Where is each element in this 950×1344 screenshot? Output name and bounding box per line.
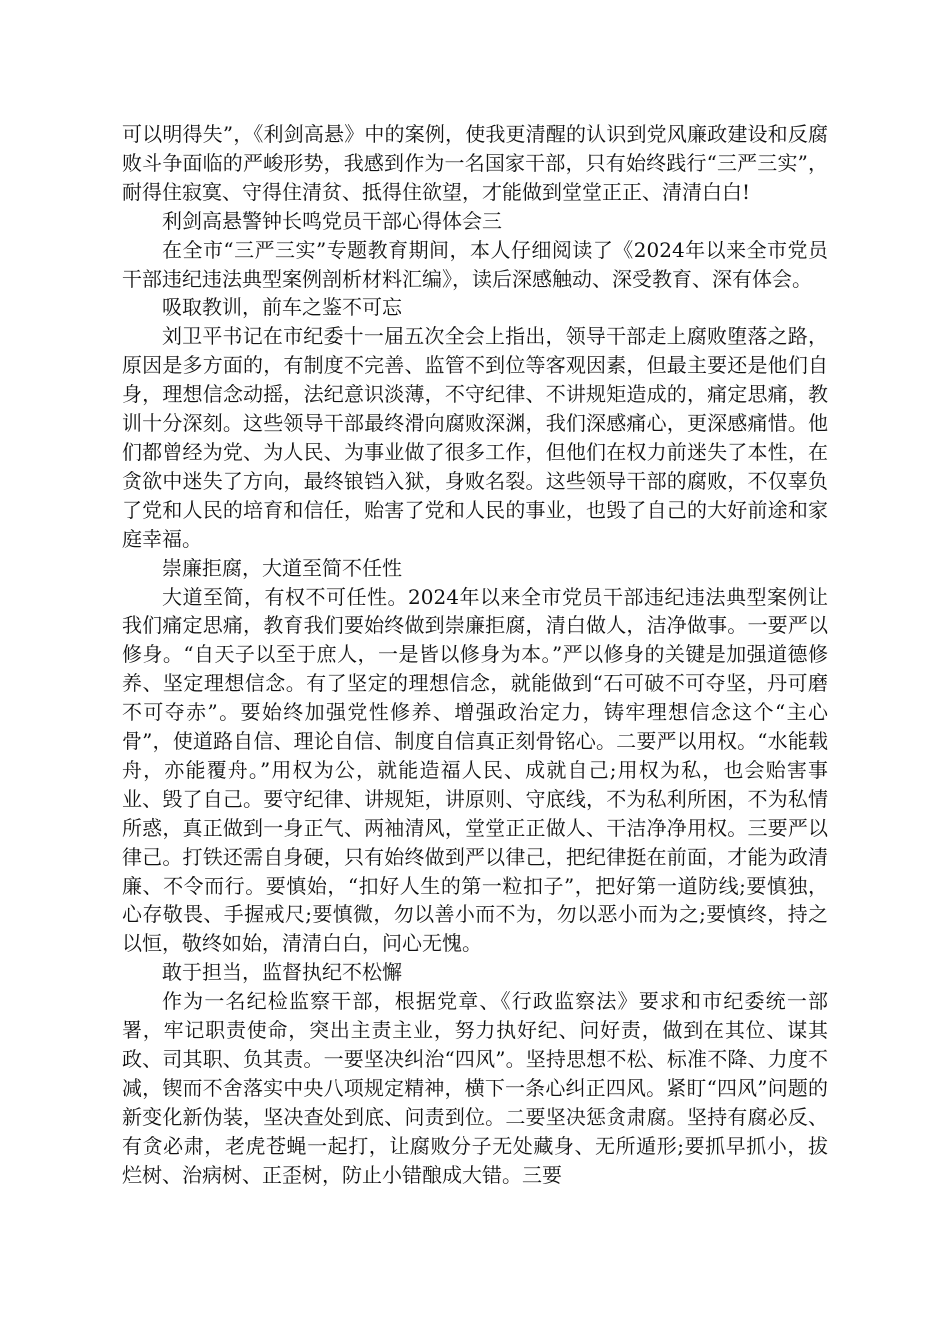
subheading-lessons: 吸取教训，前车之鉴不可忘	[162, 295, 402, 320]
paragraph-integrity: 大道至简，有权不可任性。2024年以来全市党员干部违纪违法典型案例让我们痛定思痛，教育我们要始终做到崇廉拒腐，清白做人，洁净做事。一要严以修身。“自天子以至于庶人，一是皆以修身为本。”严以修身的关键是加强道德修养、坚定理想信念。有了坚定的理想信念，就能做到“石可破不可夺坚，丹可磨不可夺赤”。要始终加强党性修养、增强政治定力，铸牢理想信念这个“主心骨”，使道路自信、理论自信、制度自信真正刻骨铭心。二要严以用权。“水能载舟，亦能覆舟。”用权为公，就能造福人民、成就自己;用权为私，也会贻害事业、毁了自己。要守纪律、讲规矩，讲原则、守底线，不为私利所困，不为私情所惑，真正做到一身正气、两袖清风，堂堂正正做人、干洁净净用权。三要严以律己。打铁还需自身硬，只有始终做到严以律己，把纪律挺在前面，才能为政清廉、不令而行。要慎始，“扣好人生的第一粒扣子”，把好第一道防线;要慎独，心存敬畏、手握戒尺;要慎微，勿以善小而不为，勿以恶小而为之;要慎终，持之以恒，敬终如始，清清白白，问心无愧。	[122, 584, 828, 956]
paragraph-lessons: 刘卫平书记在市纪委十一届五次全会上指出，领导干部走上腐败堕落之路，原因是多方面的，有制度不完善、监管不到位等客观因素，但最主要还是他们自身，理想信念动摇，法纪意识淡薄，不守纪律、不讲规矩造成的，痛定思痛，教训十分深刻。这些领导干部最终滑向腐败深渊，我们深感痛心，更深感痛惜。他们都曾经为党、为人民、为事业做了很多工作，但他们在权力前迷失了本性，在贪欲中迷失了方向，最终锒铛入狱，身败名裂。这些领导干部的腐败，不仅辜负了党和人民的培育和信任，贻害了党和人民的事业，也毁了自己的大好前途和家庭幸福。	[122, 324, 828, 551]
paragraph-opening: 在全市“三严三实”专题教育期间，本人仔细阅读了《2024年以来全市党员干部违纪违法典型案例剖析材料汇编》，读后深感触动、深受教育、深有体会。	[122, 237, 828, 291]
paragraph-intro-continuation: 可以明得失”，《利剑高悬》中的案例，使我更清醒的认识到党风廉政建设和反腐败斗争面临的严峻形势，我感到作为一名国家干部，只有始终践行“三严三实”，耐得住寂寞、守得住清贫、抵得住欲望，才能做到堂堂正正、清清白白!	[122, 122, 828, 204]
paragraph-supervision: 作为一名纪检监察干部，根据党章、《行政监察法》要求和市纪委统一部署，牢记职责使命，突出主责主业，努力执好纪、问好责，做到在其位、谋其政、司其职、负其责。一要坚决纠治“四风”。坚持思想不松、标准不降、力度不减，锲而不舍落实中央八项规定精神，横下一条心纠正四风。紧盯“四风”问题的新变化新伪装，坚决查处到底、问责到位。二要坚决惩贪肃腐。坚持有腐必反、有贪必肃，老虎苍蝇一起打，让腐败分子无处藏身、无所遁形;要抓早抓小，拔烂树、治病树、正歪树，防止小错酿成大错。三要	[122, 989, 828, 1187]
document-page	[122, 120, 828, 1190]
subheading-integrity: 崇廉拒腐，大道至简不任性	[162, 555, 402, 580]
section-title: 利剑高悬警钟长鸣党员干部心得体会三	[162, 208, 502, 233]
subheading-supervision: 敢于担当，监督执纪不松懈	[162, 960, 402, 985]
